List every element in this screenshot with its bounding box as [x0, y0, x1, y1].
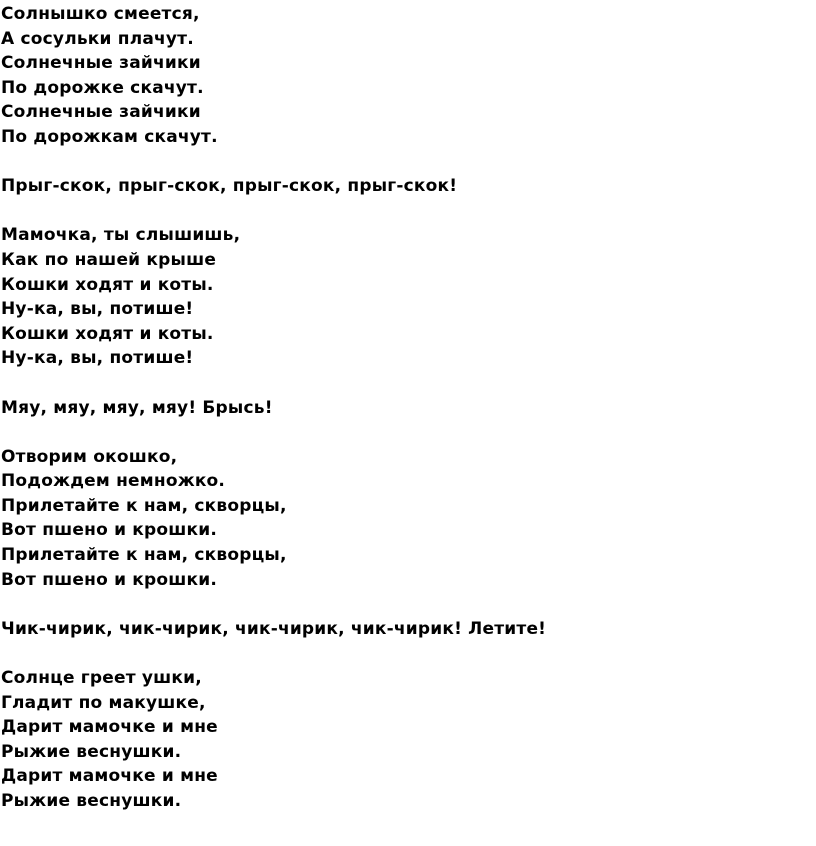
stanza-5 [1, 445, 811, 593]
poem-line: По дорожке скачут. [1, 77, 204, 98]
poem-line: Солнце греет ушки, [1, 668, 202, 689]
poem-line: Рыжие веснушки. [1, 791, 182, 811]
stanza-4 [1, 396, 811, 421]
poem-line: Дарит мамочке и мне [1, 766, 218, 787]
poem-line: Прыг-скок, прыг-скок, прыг-скок, прыг-скок! [1, 176, 458, 197]
stanza-7 [1, 666, 811, 814]
poem-line: Солнечные зайчики [1, 53, 201, 74]
poem-line: Мамочка, ты слышишь, [1, 225, 241, 246]
poem-line: Отворим окошко, [1, 446, 178, 467]
poem-line: Солнечные зайчики [1, 102, 201, 123]
poem-line: Гладит по макушке, [1, 692, 206, 713]
stanza-6 [1, 617, 811, 642]
poem-line: Мяу, мяу, мяу, мяу! Брысь! [1, 397, 273, 418]
poem-line: Вот пшено и крошки. [1, 569, 218, 590]
poem-line: Подождем немножко. [1, 471, 226, 492]
poem-line: Вот пшено и крошки. [1, 520, 218, 541]
poem-line: Кошки ходят и коты. [1, 274, 214, 295]
stanza-3 [1, 223, 811, 371]
stanza-2 [1, 174, 811, 199]
poem-line: Как по нашей крыше [1, 249, 217, 270]
poem-line: Ну-ка, вы, потише! [1, 299, 194, 320]
poem-line: Ну-ка, вы, потише! [1, 348, 194, 369]
poem-line: А сосульки плачут. [1, 28, 194, 49]
poem-line: Солнышко смеется, [1, 4, 200, 24]
poem-line: Дарит мамочке и мне [1, 717, 218, 738]
poem-line: Прилетайте к нам, скворцы, [1, 495, 287, 516]
poem-line: Рыжие веснушки. [1, 741, 182, 762]
poem-line: По дорожкам скачут. [1, 126, 218, 147]
stanza-1 [1, 2, 811, 150]
poem-line: Кошки ходят и коты. [1, 323, 214, 344]
poem-line: Прилетайте к нам, скворцы, [1, 545, 287, 566]
poem-line: Чик-чирик, чик-чирик, чик-чирик, чик-чирик! Летите! [1, 618, 547, 639]
poem-text [1, 2, 811, 814]
